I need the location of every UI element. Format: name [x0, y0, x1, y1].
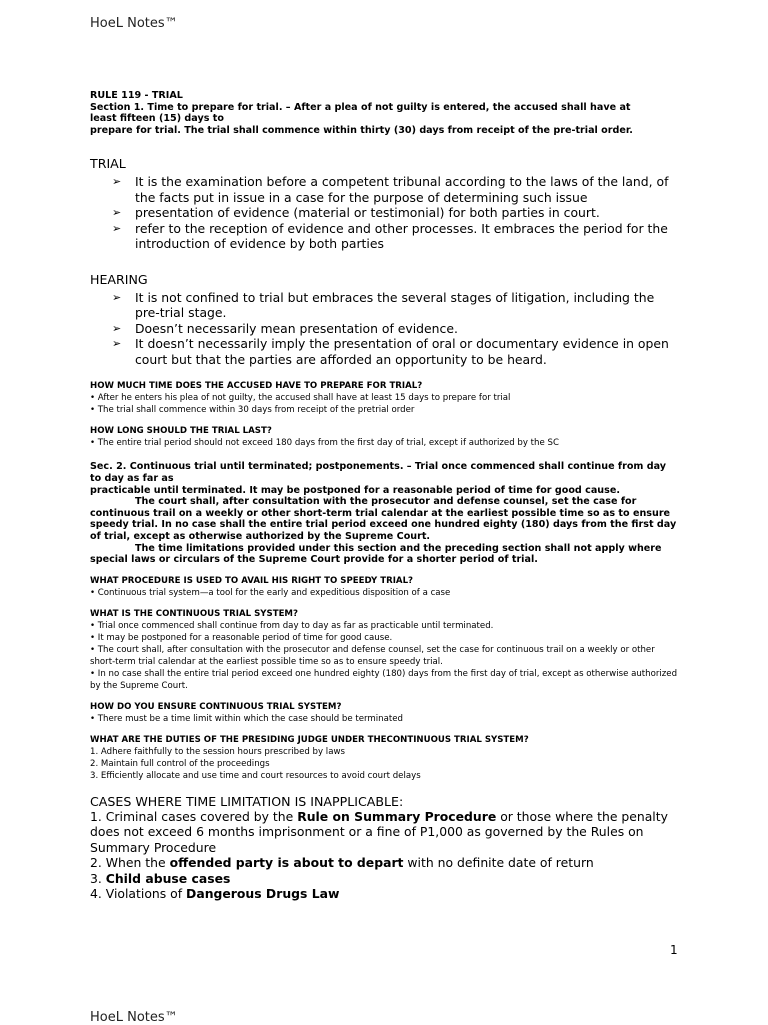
- section-1: [90, 102, 680, 137]
- arrow-bullet-icon: ➢: [112, 321, 122, 335]
- section-1-line: Section 1. Time to prepare for trial. – After a plea of not guilty is entered, the accused shall have at: [90, 101, 631, 113]
- case-bold-text: Child abuse cases: [105, 870, 231, 886]
- answer-line: • After he enters his plea of not guilty, the accused shall have at least 15 days to prepare for trial: [90, 393, 511, 404]
- case-text: 3.: [90, 870, 106, 886]
- case-text: 4. Violations of: [90, 886, 187, 902]
- trial-item-text: presentation of evidence (material or testimonial) for both parties in court.: [135, 205, 600, 221]
- hearing-heading: HEARING: [90, 271, 148, 287]
- arrow-bullet-icon: ➢: [112, 337, 122, 351]
- answer-line: • It may be postponed for a reasonable period of time for good cause.: [90, 632, 393, 643]
- question-heading: WHAT ARE THE DUTIES OF THE PRESIDING JUDGE UNDER THECONTINUOUS TRIAL SYSTEM?: [90, 734, 529, 745]
- case-bold-text: offended party is about to depart: [169, 855, 404, 871]
- case-text: 1. Criminal cases covered by the: [90, 808, 298, 824]
- trial-item-text: refer to the reception of evidence and other processes. It embraces the period for the introduction of evidence by both parties: [135, 220, 668, 252]
- case-item: [90, 871, 680, 887]
- hearing-item: [90, 336, 680, 367]
- question-heading: WHAT PROCEDURE IS USED TO AVAIL HIS RIGHT TO SPEEDY TRIAL?: [90, 575, 414, 586]
- case-bold-text: Rule on Summary Procedure: [297, 808, 497, 824]
- trial-item: [90, 205, 680, 221]
- trial-item: [90, 221, 680, 252]
- question-heading: HOW MUCH TIME DOES THE ACCUSED HAVE TO PREPARE FOR TRIAL?: [90, 381, 423, 392]
- case-bold-text: Dangerous Drugs Law: [186, 886, 340, 902]
- hearing-item-text: Doesn’t necessarily mean presentation of evidence.: [135, 320, 458, 336]
- hearing-item: [90, 290, 680, 321]
- section-2-line: practicable until terminated. It may be postponed for a reasonable period of time for good cause.: [90, 484, 620, 496]
- section-2: [90, 461, 680, 565]
- page-footer: HoeL Notes™: [90, 1010, 178, 1025]
- case-item: [90, 809, 680, 856]
- section-2-line: Sec. 2. Continuous trial until terminated; postponements. – Trial once commenced shall continue from day to day as far as: [90, 461, 667, 484]
- arrow-bullet-icon: ➢: [112, 175, 122, 189]
- arrow-bullet-icon: ➢: [112, 206, 122, 220]
- trial-heading: TRIAL: [90, 156, 126, 172]
- answer-line: 3. Efficiently allocate and use time and court resources to avoid court delays: [90, 770, 421, 781]
- answer-line: • In no case shall the entire trial period exceed one hundred eighty (180) days from the first day of trial, except as otherwise authorized by the Supreme Court.: [90, 668, 678, 691]
- answer-line: 2. Maintain full control of the proceedings: [90, 758, 270, 769]
- case-item: [90, 886, 680, 902]
- arrow-bullet-icon: ➢: [112, 221, 122, 235]
- document-body: [90, 90, 680, 902]
- answer-line: • Trial once commenced shall continue from day to day as far as practicable until terminated.: [90, 620, 494, 631]
- question-heading: WHAT IS THE CONTINUOUS TRIAL SYSTEM?: [90, 608, 298, 619]
- case-text: with no definite date of return: [403, 855, 594, 871]
- hearing-item-text: It is not confined to trial but embraces the several stages of litigation, including the pre-trial stage.: [135, 289, 655, 321]
- question-heading: HOW DO YOU ENSURE CONTINUOUS TRIAL SYSTEM?: [90, 701, 342, 712]
- answer-line: • Continuous trial system—a tool for the early and expeditious disposition of a case: [90, 587, 451, 598]
- section-1-line: prepare for trial. The trial shall commence within thirty (30) days from receipt of the pre-trial order.: [90, 124, 633, 136]
- case-text: or those where the penalty does not exceed 6 months imprisonment or a fine of P1,000 as governed by the Rules on Summary Procedure: [90, 808, 668, 855]
- hearing-item-text: It doesn’t necessarily imply the presentation of oral or documentary evidence in open court but that the parties are afforded an opportunity to be heard.: [135, 336, 669, 367]
- answer-line: • The court shall, after consultation with the prosecutor and defense counsel, set the case for continuous trail on a weekly or other short-term trial calendar at the earliest possible time so as to ensure speedy trial.: [90, 644, 655, 667]
- page-number: 1: [670, 943, 678, 957]
- section-1-line: least fifteen (15) days to: [90, 113, 224, 125]
- case-item: [90, 855, 680, 871]
- question-heading: HOW LONG SHOULD THE TRIAL LAST?: [90, 426, 272, 437]
- section-2-line: The court shall, after consultation with the prosecutor and defense counsel, set the case for continuous trail on a weekly or other short-term trial calendar at the earliest possible time so as to ensure speedy trial. In no case shall the entire trial period exceed one hundred eighty (180) days from the first day of trial, except as otherwise authorized by the Supreme Court.: [90, 496, 677, 542]
- trial-item: [90, 174, 680, 205]
- hearing-list: [90, 290, 680, 368]
- trial-list: [90, 174, 680, 252]
- arrow-bullet-icon: ➢: [112, 290, 122, 304]
- rule-title: RULE 119 - TRIAL: [90, 90, 183, 101]
- hearing-item: [90, 321, 680, 337]
- section-2-line: The time limitations provided under this section and the preceding section shall not apply where special laws or circulars of the Supreme Court provide for a shorter period of trial.: [90, 542, 662, 566]
- page-header: HoeL Notes™: [90, 16, 178, 31]
- answer-line: 1. Adhere faithfully to the session hours prescribed by laws: [90, 746, 345, 757]
- cases-heading: CASES WHERE TIME LIMITATION IS INAPPLICABLE:: [90, 793, 404, 809]
- answer-line: • The entire trial period should not exceed 180 days from the first day of trial, except if authorized by the SC: [90, 438, 559, 449]
- answer-line: • The trial shall commence within 30 days from receipt of the pretrial order: [90, 405, 415, 416]
- answer-line: • There must be a time limit within which the case should be terminated: [90, 713, 403, 724]
- trial-item-text: It is the examination before a competent tribunal according to the laws of the land, of the facts put in issue in a case for the purpose of determining such issue: [135, 174, 669, 205]
- case-text: 2. When the: [90, 855, 170, 871]
